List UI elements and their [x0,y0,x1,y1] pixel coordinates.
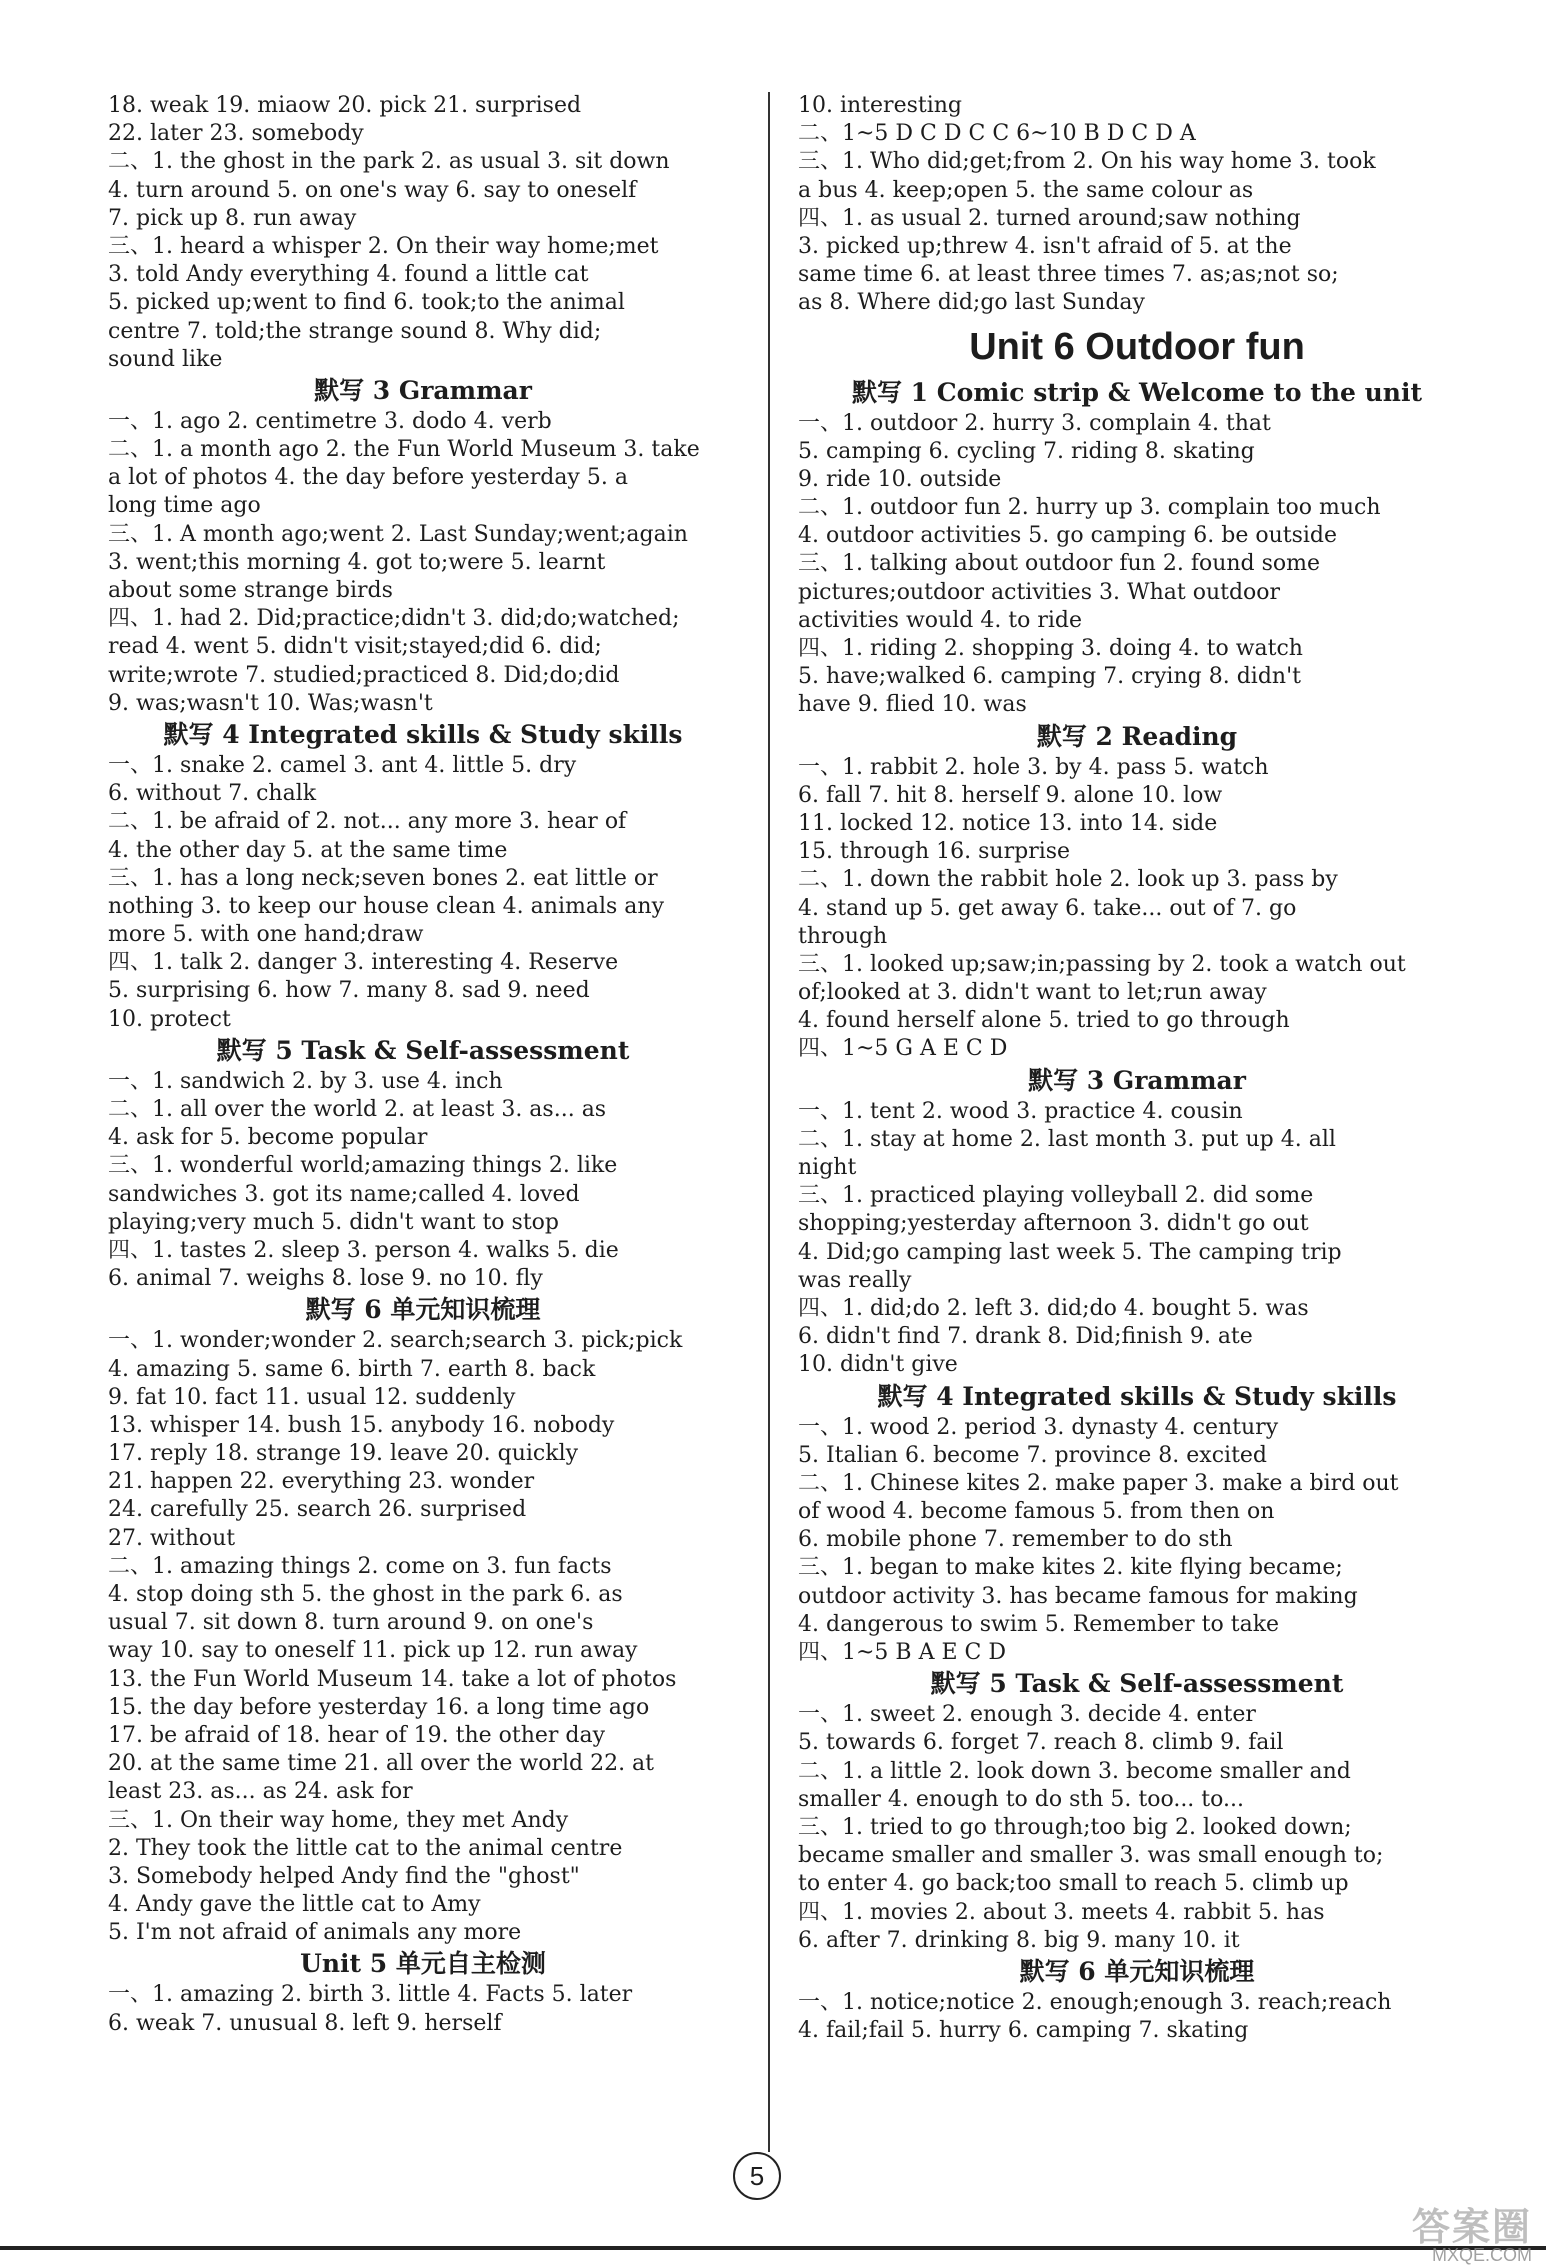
answer-line: least 23. as... as 24. ask for [108,1779,413,1805]
answer-line: 10. interesting [798,93,963,118]
answer-line: 4. Did;go camping last week 5. The camping trip [798,1239,1342,1265]
answer-line: 四、1. talk 2. danger 3. interesting 4. Reserve [108,950,619,976]
answer-line: 9. fat 10. fact 11. usual 12. suddenly [108,1384,516,1410]
answer-line: 6. fall 7. hit 8. herself 9. alone 10. low [798,782,1223,808]
answer-line: 5. towards 6. forget 7. reach 8. climb 9. fail [798,1730,1284,1756]
answer-line: 10. protect [108,1006,231,1032]
answer-line: 13. the Fun World Museum 14. take a lot of photos [108,1666,677,1692]
answer-line: 2. They took the little cat to the animal centre [108,1835,623,1861]
answer-line: 21. happen 22. everything 23. wonder [108,1469,535,1495]
answer-line: 二、1. a little 2. look down 3. become smaller and [798,1758,1351,1784]
section-heading: 默写 5 Task & Self-assessment [216,1035,630,1065]
answer-line: 一、1. rabbit 2. hole 3. by 4. pass 5. watch [798,754,1269,780]
answer-line: 四、1. movies 2. about 3. meets 4. rabbit 5. has [798,1899,1325,1925]
answer-line: 9. ride 10. outside [798,466,1002,492]
answer-line: 5. Italian 6. become 7. province 8. excited [798,1442,1268,1468]
section-heading: 默写 6 单元知识梳理 [1019,1956,1255,1986]
answer-line: pictures;outdoor activities 3. What outdoor [798,579,1281,605]
answer-line: 二、1. a month ago 2. the Fun World Museum 3. take [108,437,700,463]
bottom-rule [0,2246,1546,2250]
answer-line: 4. outdoor activities 5. go camping 6. be outside [798,523,1338,549]
answer-line: sandwiches 3. got its name;called 4. loved [108,1181,580,1207]
answer-line: 4. found herself alone 5. tried to go through [798,1008,1290,1034]
answer-line: 二、1. the ghost in the park 2. as usual 3. sit down [108,149,670,175]
answer-line: more 5. with one hand;draw [108,922,424,948]
answer-line: 6. weak 7. unusual 8. left 9. herself [108,2010,502,2036]
answer-line: 一、1. wood 2. period 3. dynasty 4. century [798,1414,1279,1440]
answer-line: 一、1. snake 2. camel 3. ant 4. little 5. dry [108,752,577,778]
answer-line: 10. didn't give [798,1352,958,1378]
answer-line: 6. without 7. chalk [108,781,317,807]
answer-line: 一、1. notice;notice 2. enough;enough 3. reach;reach [798,1989,1392,2015]
answer-line: 5. I'm not afraid of animals any more [108,1920,522,1946]
answer-line: 四、1. as usual 2. turned around;saw nothing [798,205,1301,231]
answer-line: 3. picked up;threw 4. isn't afraid of 5. at the [798,233,1292,259]
answer-line: 6. after 7. drinking 8. big 9. many 10. it [798,1927,1240,1953]
watermark [1372,2196,1532,2266]
answer-line: 3. Somebody helped Andy find the "ghost" [108,1863,580,1889]
answer-line: 6. mobile phone 7. remember to do sth [798,1527,1233,1553]
answer-line: as 8. Where did;go last Sunday [798,290,1145,316]
answer-line: was really [798,1267,912,1293]
answer-line: 一、1. ago 2. centimetre 3. dodo 4. verb [108,408,552,434]
watermark-url: MXQE.COM [1431,2245,1532,2265]
answer-line: 4. amazing 5. same 6. birth 7. earth 8. back [108,1356,596,1382]
answer-line: 6. didn't find 7. drank 8. Did;finish 9. ate [798,1324,1253,1350]
answer-line: a lot of photos 4. the day before yesterday 5. a [108,465,628,491]
answer-line: 一、1. amazing 2. birth 3. little 4. Facts 5. later [108,1982,633,2008]
answer-line: 一、1. wonder;wonder 2. search;search 3. pick;pick [108,1328,683,1354]
answer-line: 24. carefully 25. search 26. surprised [108,1497,527,1523]
section-heading: Unit 5 单元自主检测 [300,1949,546,1979]
answer-line: 5. picked up;went to find 6. took;to the animal [108,290,625,316]
answer-line: read 4. went 5. didn't visit;stayed;did 6. did; [108,634,602,660]
answer-line: sound like [108,346,223,372]
answer-line: 四、1~5 B A E C D [798,1640,1006,1665]
answer-line: 17. be afraid of 18. hear of 19. the other day [108,1722,606,1748]
answer-line: 5. camping 6. cycling 7. riding 8. skating [798,438,1255,464]
answer-line: 7. pick up 8. run away [108,205,357,231]
page-number: 5 [733,2152,781,2200]
section-heading: 默写 6 单元知识梳理 [305,1295,541,1325]
answer-line: 一、1. outdoor 2. hurry 3. complain 4. that [798,410,1271,436]
answer-line: 一、1. sandwich 2. by 3. use 4. inch [108,1068,503,1094]
answer-line: 3. went;this morning 4. got to;were 5. learnt [108,549,606,575]
section-heading: 默写 4 Integrated skills & Study skills [163,719,683,749]
answer-line: 三、1. began to make kites 2. kite flying became; [798,1555,1343,1581]
answer-line: 三、1. Who did;get;from 2. On his way home 3. took [798,149,1376,175]
answer-line: 二、1. down the rabbit hole 2. look up 3. pass by [798,867,1338,893]
answer-line: of;looked at 3. didn't want to let;run away [798,980,1267,1006]
answer-line: 四、1. riding 2. shopping 3. doing 4. to watch [798,636,1303,661]
answer-line: have 9. flied 10. was [798,692,1027,718]
answer-line: 4. the other day 5. at the same time [108,837,508,863]
answer-line: 15. through 16. surprise [798,839,1071,865]
answer-line: became smaller and smaller 3. was small enough to; [798,1843,1384,1869]
answer-line: 4. stand up 5. get away 6. take... out of 7. go [798,895,1297,921]
answer-line: 二、1. stay at home 2. last month 3. put up 4. all [798,1126,1336,1152]
answer-line: a bus 4. keep;open 5. the same colour as [798,177,1254,203]
answer-line: of wood 4. become famous 5. from then on [798,1499,1275,1525]
answer-line: 三、1. wonderful world;amazing things 2. like [108,1153,618,1179]
answer-line: 二、1. all over the world 2. at least 3. as... as [108,1097,607,1122]
answer-line: 一、1. sweet 2. enough 3. decide 4. enter [798,1702,1256,1728]
answer-line: 4. ask for 5. become popular [108,1125,428,1151]
answer-line: 四、1. did;do 2. left 3. did;do 4. bought 5. was [798,1295,1309,1321]
answer-line: through [798,923,888,949]
answer-line: 4. Andy gave the little cat to Amy [108,1892,481,1918]
answer-line: 二、1~5 D C D C C 6~10 B D C D A [798,121,1196,147]
answer-line: 二、1. be afraid of 2. not... any more 3. hear of [108,809,627,835]
answer-line: 3. told Andy everything 4. found a little cat [108,262,589,288]
answer-line: playing;very much 5. didn't want to stop [108,1209,559,1235]
unit-title: Unit 6 Outdoor fun [969,325,1305,368]
answer-line: write;wrote 7. studied;practiced 8. Did;do;did [108,662,620,688]
answer-line: way 10. say to oneself 11. pick up 12. run away [108,1638,638,1664]
answer-line: activities would 4. to ride [798,607,1083,633]
answer-line: usual 7. sit down 8. turn around 9. on one's [108,1610,594,1636]
column-divider [768,92,770,2152]
answer-line: 13. whisper 14. bush 15. anybody 16. nobody [108,1412,615,1438]
answer-line: 15. the day before yesterday 16. a long time ago [108,1694,650,1720]
section-heading: 默写 5 Task & Self-assessment [930,1669,1344,1699]
answer-line: 三、1. A month ago;went 2. Last Sunday;went;again [108,521,688,547]
answer-line: 27. without [108,1525,236,1551]
answer-line: 三、1. tried to go through;too big 2. looked down; [798,1814,1352,1840]
answer-line: 4. fail;fail 5. hurry 6. camping 7. skating [798,2018,1249,2044]
answer-line: 二、1. outdoor fun 2. hurry up 3. complain too much [798,495,1381,521]
answer-line: 四、1. tastes 2. sleep 3. person 4. walks 5. die [108,1237,619,1263]
answer-line: 三、1. talking about outdoor fun 2. found some [798,551,1321,577]
answer-line: 22. later 23. somebody [108,121,364,147]
answer-line: centre 7. told;the strange sound 8. Why did; [108,318,602,344]
right-answer-column [798,92,1476,2045]
section-heading: 默写 3 Grammar [314,375,532,405]
section-heading: 默写 4 Integrated skills & Study skills [877,1381,1397,1411]
answer-line: 三、1. heard a whisper 2. On their way home;met [108,233,659,259]
section-heading: 默写 2 Reading [1036,721,1238,751]
answer-line: 三、1. practiced playing volleyball 2. did some [798,1183,1314,1209]
answer-line: 三、1. has a long neck;seven bones 2. eat little or [108,865,658,891]
answer-line: 18. weak 19. miaow 20. pick 21. surprised [108,93,582,118]
answer-line: nothing 3. to keep our house clean 4. animals any [108,893,664,919]
answer-line: 二、1. Chinese kites 2. make paper 3. make a bird out [798,1470,1399,1496]
answer-line: 11. locked 12. notice 13. into 14. side [798,810,1218,836]
answer-line: 4. turn around 5. on one's way 6. say to oneself [108,177,637,203]
answer-line: 5. surprising 6. how 7. many 8. sad 9. need [108,978,590,1004]
answer-line: shopping;yesterday afternoon 3. didn't go out [798,1211,1309,1237]
left-answer-column [108,92,738,2038]
answer-line: smaller 4. enough to do sth 5. too... to... [798,1786,1244,1812]
answer-line: 一、1. tent 2. wood 3. practice 4. cousin [798,1098,1243,1124]
answer-line: 4. dangerous to swim 5. Remember to take [798,1611,1280,1637]
answer-line: 9. was;wasn't 10. Was;wasn't [108,690,433,716]
section-heading: 默写 1 Comic strip & Welcome to the unit [851,377,1423,407]
answer-line: 四、1~5 G A E C D [798,1036,1008,1062]
answer-line: 三、1. On their way home, they met Andy [108,1807,569,1833]
answer-line: about some strange birds [108,578,393,603]
answer-line: 5. have;walked 6. camping 7. crying 8. didn't [798,664,1301,690]
answer-line: same time 6. at least three times 7. as;as;not so; [798,262,1339,288]
answer-line: 三、1. looked up;saw;in;passing by 2. took a watch out [798,951,1406,977]
answer-line: 四、1. had 2. Did;practice;didn't 3. did;do;watched; [108,606,680,632]
answer-line: 20. at the same time 21. all over the world 22. at [108,1751,655,1777]
answer-line: 17. reply 18. strange 19. leave 20. quickly [108,1441,579,1467]
answer-line: long time ago [108,493,261,519]
answer-line: 二、1. amazing things 2. come on 3. fun facts [108,1553,612,1579]
answer-line: night [798,1155,857,1180]
answer-line: outdoor activity 3. has became famous for making [798,1583,1358,1609]
answer-line: to enter 4. go back;too small to reach 5. climb up [798,1871,1349,1897]
answer-line: 6. animal 7. weighs 8. lose 9. no 10. fly [108,1266,543,1292]
watermark-logo: 答案圈 [1411,2207,1532,2249]
answer-line: 4. stop doing sth 5. the ghost in the park 6. as [108,1582,623,1607]
section-heading: 默写 3 Grammar [1028,1065,1246,1095]
